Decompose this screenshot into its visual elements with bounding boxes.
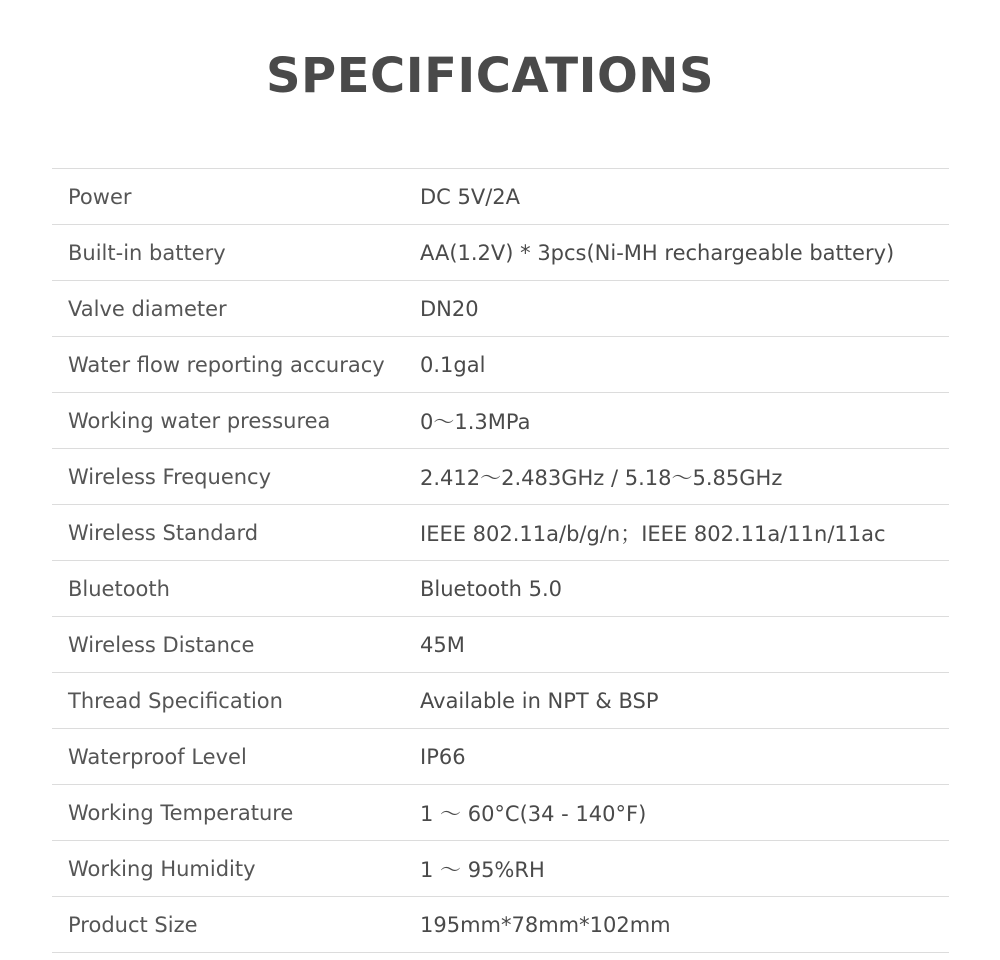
spec-label: Wireless Distance — [68, 632, 255, 657]
spec-row-wireless-distance — [52, 617, 949, 673]
spec-value: 1 ～ 60°C(34 - 140°F) — [420, 801, 647, 826]
spec-label: Wireless Frequency — [68, 464, 272, 489]
spec-label: Thread Specification — [68, 688, 283, 713]
spec-value: Bluetooth 5.0 — [420, 576, 563, 601]
spec-row-power — [52, 169, 949, 225]
spec-value: 2.412～2.483GHz / 5.18～5.85GHz — [420, 465, 783, 490]
spec-label: Power — [68, 184, 132, 209]
spec-label: Built-in battery — [68, 240, 226, 265]
spec-label: Bluetooth — [68, 576, 170, 601]
spec-row-flow-accuracy — [52, 337, 949, 393]
spec-row-water-pressure — [52, 393, 949, 449]
spec-row-working-humidity — [52, 841, 949, 897]
page-title: SPECIFICATIONS — [265, 48, 715, 104]
spec-row-product-size — [52, 897, 949, 953]
spec-row-waterproof-level — [52, 729, 949, 785]
spec-value: 0.1gal — [420, 352, 486, 377]
spec-value: 195mm*78mm*102mm — [420, 912, 671, 937]
spec-row-working-temperature — [52, 785, 949, 841]
spec-row-valve-diameter — [52, 281, 949, 337]
spec-value: DN20 — [420, 296, 479, 321]
spec-value: 45M — [420, 632, 465, 657]
spec-label: Working Humidity — [68, 856, 256, 881]
spec-label: Product Size — [68, 912, 198, 937]
spec-value: IEEE 802.11a/b/g/n；IEEE 802.11a/11n/11ac — [420, 521, 886, 546]
spec-row-wireless-frequency — [52, 449, 949, 505]
spec-value: IP66 — [420, 744, 466, 769]
spec-value: Available in NPT & BSP — [420, 688, 659, 713]
spec-label: Working Temperature — [68, 800, 294, 825]
spec-value: 1 ～ 95%RH — [420, 857, 545, 882]
spec-value: AA(1.2V) * 3pcs(Ni-MH rechargeable battery) — [420, 240, 895, 265]
spec-row-bluetooth — [52, 561, 949, 617]
spec-label: Waterproof Level — [68, 744, 247, 769]
spec-value: 0～1.3MPa — [420, 409, 531, 434]
spec-row-thread-specification — [52, 673, 949, 729]
spec-label: Wireless Standard — [68, 520, 259, 545]
spec-row-built-in-battery — [52, 225, 949, 281]
spec-label: Valve diameter — [68, 296, 227, 321]
spec-label: Working water pressurea — [68, 408, 331, 433]
spec-row-wireless-standard — [52, 505, 949, 561]
spec-value: DC 5V/2A — [420, 184, 521, 209]
spec-label: Water flow reporting accuracy — [68, 352, 385, 377]
spec-table — [52, 168, 949, 953]
